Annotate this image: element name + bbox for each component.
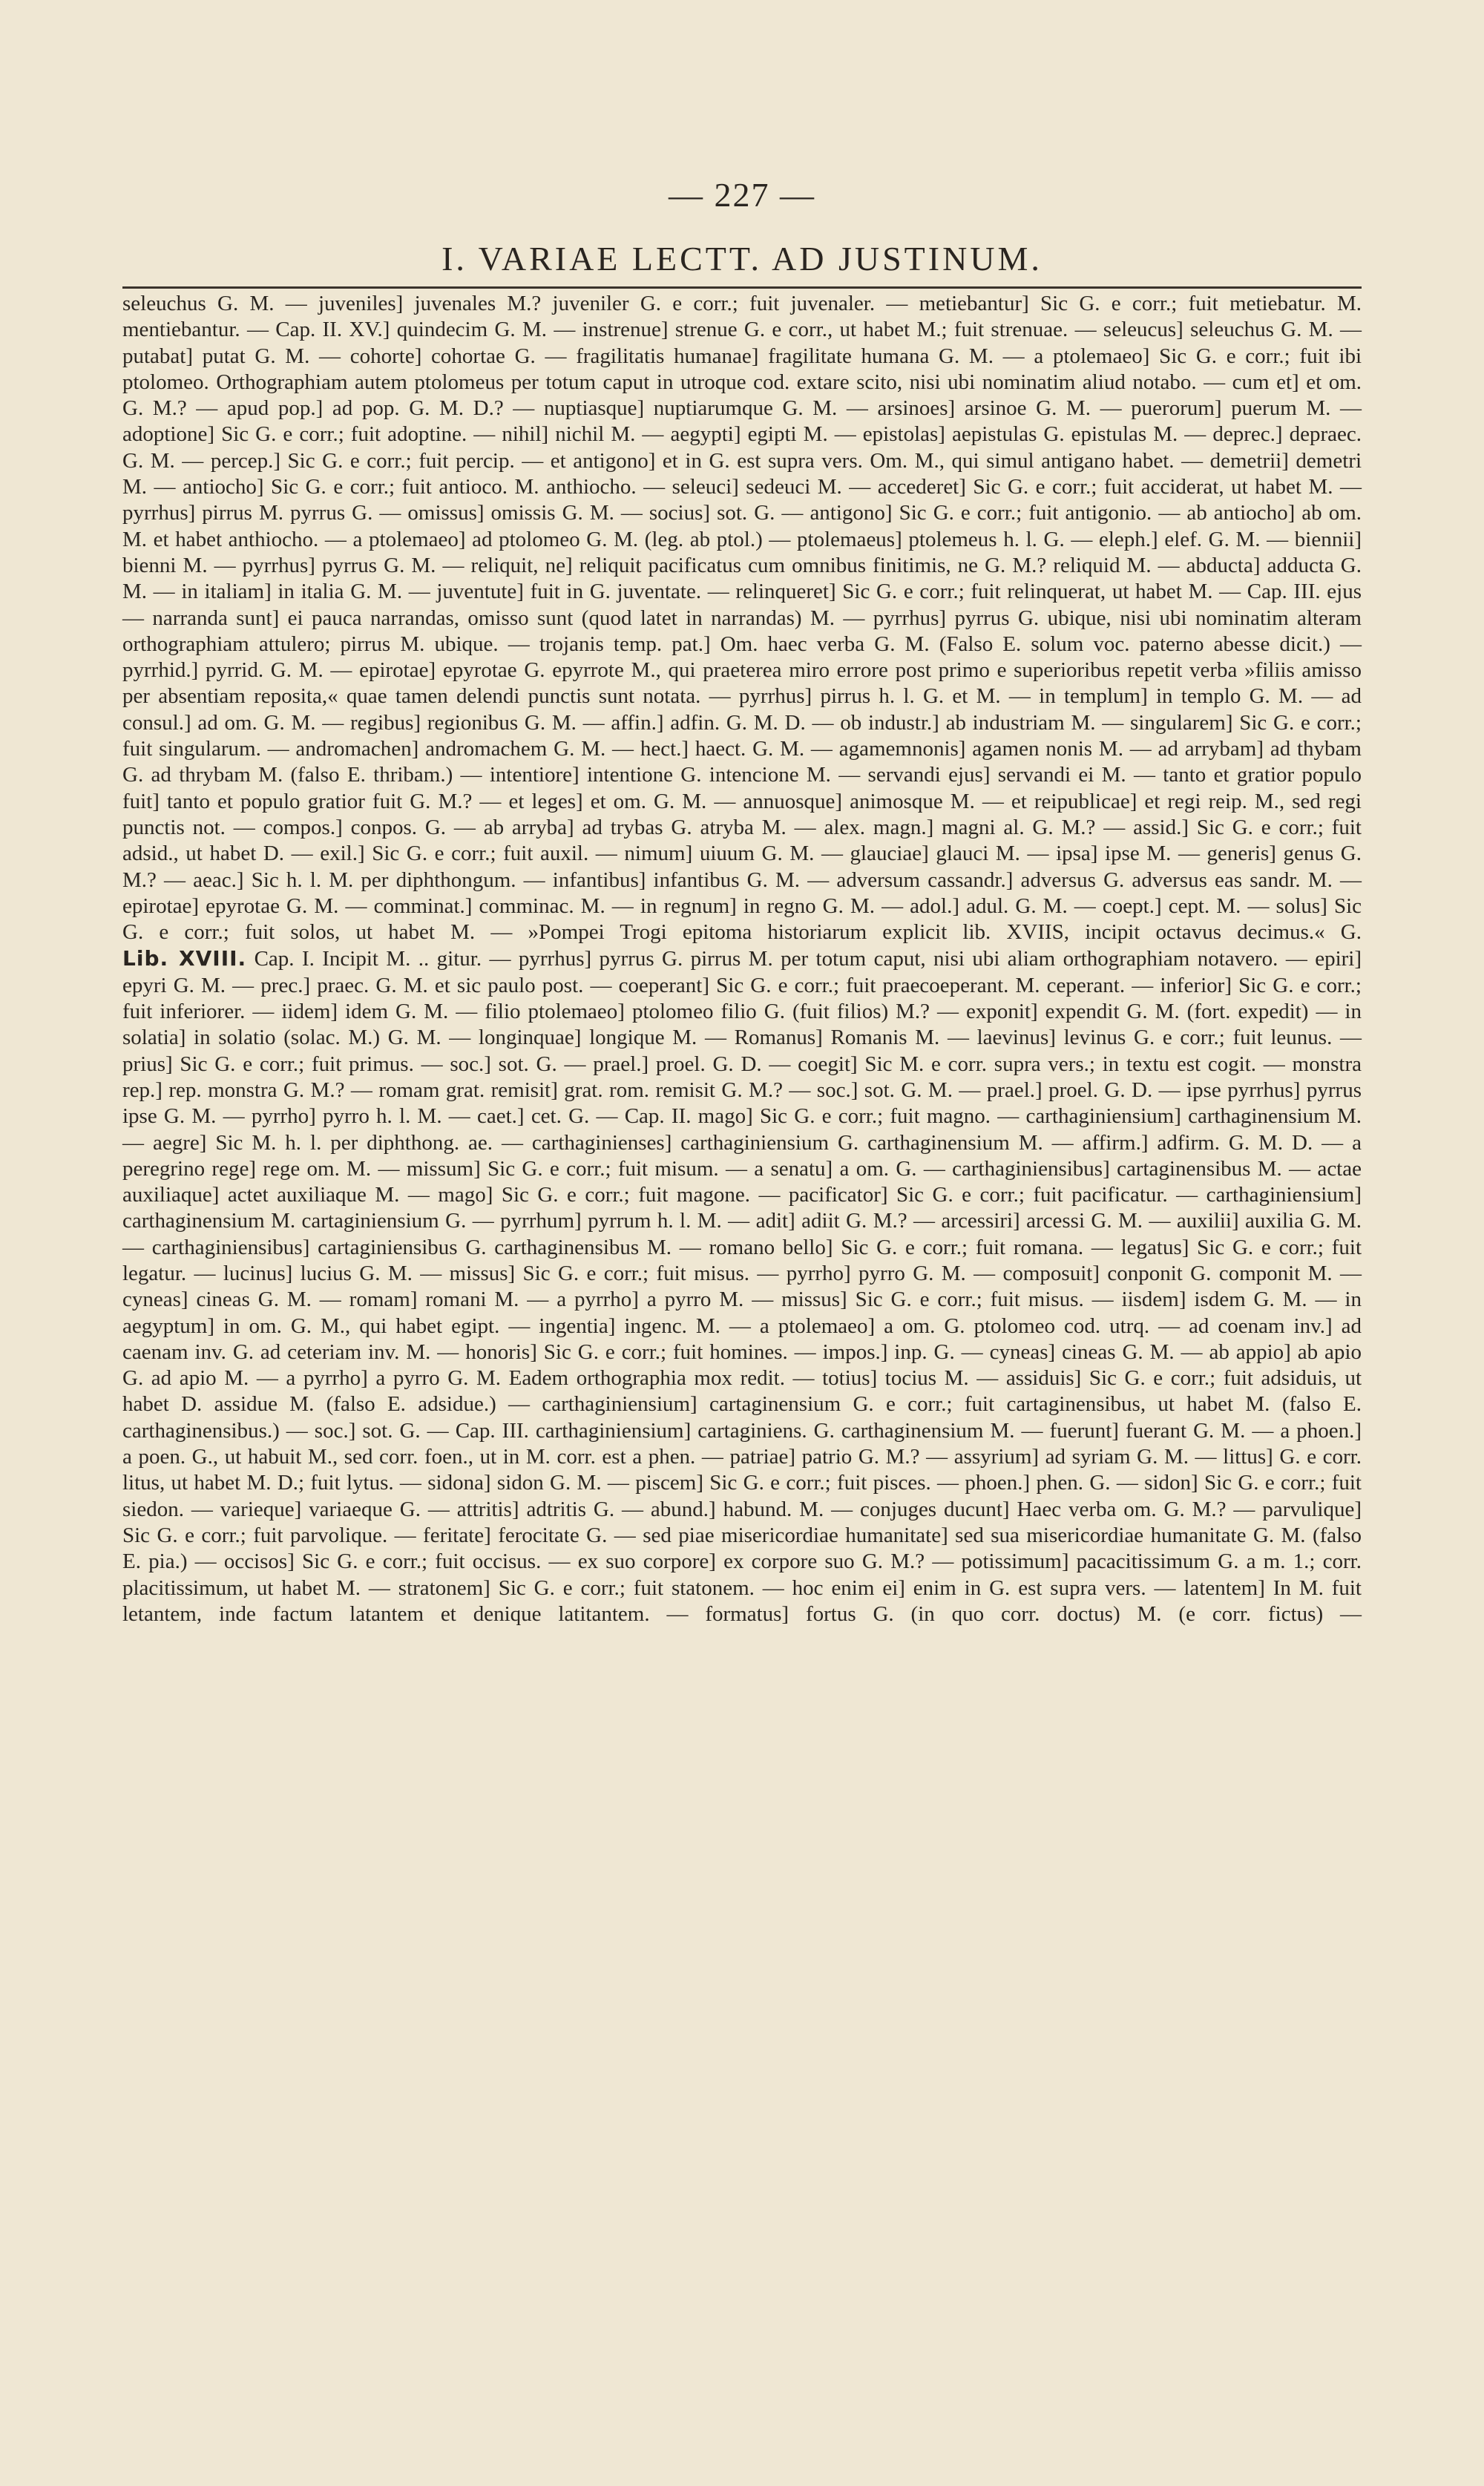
text-block bbox=[122, 291, 1362, 1627]
header-rule bbox=[122, 286, 1362, 289]
lib-heading: Lib. XVIII. bbox=[122, 946, 247, 971]
section-title: I. VARIAE LECTT. AD JUSTINUM. bbox=[441, 240, 1043, 278]
apparatus-text-lib-xviii: Cap. I. Incipit M. .. gitur. — pyrrhus] pyrrus G. pirrus M. per totum caput, nisi ubi aliam orthographiam notavero. — epiri] epyri G. M. — prec.] praec. G. M. et sic paulo post. — coeperant] Sic G. e corr.; fuit praecoeperant. M. ceperant. — inferior] Sic G. e corr.; fuit inferiorer. — iidem] idem G. M. — filio ptolemaeo] ptolomeo filio G. (fuit filios) M.? — exponit] expendit G. M. (fort. expedit) — in solatia] in solatio (solac. M.) G. M. — longinquae] longique M. — Romanus] Romanis M. — laevinus] levinus G. e corr.; fuit leunus. — prius] Sic G. e corr.; fuit primus. — soc.] sot. G. — prael.] proel. G. D. — coegit] Sic M. e corr. supra vers.; in textu est cogit. — monstra rep.] rep. monstra G. M.? — romam grat. remisit] grat. rom. remisit G. M.? — soc.] sot. G. M. — prael.] proel. G. D. — ipse pyrrhus] pyrrus ipse G. M. — pyrrho] pyrro h. l. M. — caet.] cet. G. — Cap. II. mago] Sic G. e corr.; fuit magno. — carthaginiensium] carthaginensium M. — aegre] Sic M. h. l. per diphthong. ae. — carthaginienses] carthaginiensium G. carthaginensium M. — affirm.] adfirm. G. M. D. — a peregrino rege] rege om. M. — missum] Sic G. e corr.; fuit misum. — a senatu] a om. G. — carthaginiensibus] cartaginensibus M. — actae auxiliaque] actet auxiliaque M. — mago] Sic G. e corr.; fuit magone. — pacificator] Sic G. e corr.; fuit pacificatur. — carthaginiensium] carthaginensium M. cartaginiensium G. — pyrrhum] pyrrum h. l. M. — adit] adiit G. M.? — arcessiri] arcessi G. M. — auxilii] auxilia G. M. — carthaginiensibus] cartaginiensibus G. carthaginensibus M. — romano bello] Sic G. e corr.; fuit romana. — legatus] Sic G. e corr.; fuit legatur. — lucinus] lucius G. M. — missus] Sic G. e corr.; fuit misus. — pyrrho] pyrro G. M. — composuit] conponit G. componit M. — cyneas] cineas G. M. — romam] romani M. — a pyrrho] a pyrro M. — missus] Sic G. e corr.; fuit misus. — iisdem] isdem G. M. — in aegyptum] in om. G. M., qui habet egipt. — ingentia] ingenc. M. — a ptolemaeo] a om. G. ptolomeo cod. utrq. — ad coenam inv.] ad caenam inv. G. ad ceteriam inv. M. — honoris] Sic G. e corr.; fuit homines. — impos.] inp. G. — cyneas] cineas G. M. — ab appio] ab apio G. ad apio M. — a pyrrho] a pyrro G. M. Eadem orthographia mox redit. — totius] tocius M. — assiduis] Sic G. e corr.; fuit adsiduis, ut habet D. assidue M. (falso E. adsidue.) — carthaginiensium] cartaginensium G. e corr.; fuit cartaginensibus, ut habet M. (falso E. carthaginensibus.) — soc.] sot. G. — Cap. III. carthaginiensium] cartaginiens. G. carthaginensium M. — fuerunt] fuerant G. M. — a phoen.] a poen. G., ut habuit M., sed corr. foen., ut in M. corr. est a phen. — patriae] patrio G. M.? — assyrium] ad syriam G. M. — littus] G. e corr. litus, ut habet M. D.; fuit lytus. — sidona] sidon G. M. — piscem] Sic G. e corr.; fuit pisces. — phoen.] phen. G. — sidon] Sic G. e corr.; fuit siedon. — varieque] variaeque G. — attritis] adtritis G. — abund.] habund. M. — conjuges ducunt] Haec verba om. G. M.? — parvulique] Sic G. e corr.; fuit parvolique. — feritate] ferocitate G. — sed piae misericordiae humanitate] sed sua misericordiae humanitate G. M. (falso E. pia.) — occisos] Sic G. e corr.; fuit occisus. — ex suo corpore] ex corpore suo G. M.? — potissimum] pacacitissimum G. a m. 1.; corr. placitissimum, ut habet M. — stratonem] Sic G. e corr.; fuit statonem. — hoc enim ei] enim in G. est supra vers. — latentem] In M. fuit letantem, inde factum latantem et denique latitantem. — formatus] fortus G. (in quo corr. doctus) M. (e corr. fictus) — bbox=[122, 947, 1362, 1626]
apparatus-paragraph-lib-xviii bbox=[122, 945, 1362, 1627]
page-number: — 227 — bbox=[669, 176, 815, 214]
apparatus-paragraph-lib-xvii: seleuchus G. M. — juveniles] juvenales M.? juveniler G. e corr.; fuit juvenaler. — metiebantur] Sic G. e corr.; fuit metiebatur. M. mentiebantur. — Cap. II. XV.] quindecim G. M. — instrenue] strenue G. e corr., ut habet M.; fuit strenuae. — seleucus] seleuchus G. M. — putabat] putat G. M. — cohorte] cohortae G. — fragilitatis humanae] fragilitate humana G. M. — a ptolemaeo] Sic G. e corr.; fuit ibi ptolomeo. Orthographiam autem ptolomeus per totum caput in utroque cod. extare scito, nisi ubi nominatim aliud notabo. — cum et] et om. G. M.? — apud pop.] ad pop. G. M. D.? — nuptiasque] nuptiarumque G. M. — arsinoes] arsinoe G. M. — puerorum] puerum M. — adoptione] Sic G. e corr.; fuit adoptine. — nihil] nichil M. — aegypti] egipti M. — epistolas] aepistulas G. epistulas M. — deprec.] depraec. G. M. — percep.] Sic G. e corr.; fuit percip. — et antigono] et in G. est supra vers. Om. M., qui simul antigano habet. — demetrii] demetri M. — antiocho] Sic G. e corr.; fuit antioco. M. anthiocho. — seleuci] sedeuci M. — accederet] Sic G. e corr.; fuit acciderat, ut habet M. — pyrrhus] pirrus M. pyrrus G. — omissus] omissis G. M. — socius] sot. G. — antigono] Sic G. e corr.; fuit antigonio. — ab antiocho] ab om. M. et habet anthiocho. — a ptolemaeo] ad ptolomeo G. M. (leg. ab ptol.) — ptolemaeus] ptolemeus h. l. G. — eleph.] elef. G. M. — biennii] bienni M. — pyrrhus] pyrrus G. M. — reliquit, ne] reliquit pacificatus cum omnibus finitimis, ne G. M.? reliquid M. — abducta] adducta G. M. — in italiam] in italia G. M. — juventute] fuit in G. juventate. — relinqueret] Sic G. e corr.; fuit relinquerat, ut habet M. — Cap. III. ejus — narranda sunt] ei pauca narrandas, omisso sunt (quod latet in narrandas) M. — pyrrhus] pyrrus G. ubique, nisi ubi nominatim alteram orthographiam attulero; pirrus M. ubique. — trojanis temp. pat.] Om. haec verba G. M. (Falso E. solum voc. paterno abesse dicit.) — pyrrhid.] pyrrid. G. M. — epirotae] epyrotae G. epyrrote M., qui praeterea miro errore post primo e superioribus repetit verba »filiis amisso per absentiam reposita,« quae tamen delendi punctis sunt notata. — pyrrhus] pirrus h. l. G. et M. — in templum] in templo G. M. — ad consul.] ad om. G. M. — regibus] regionibus G. M. — affin.] adfin. G. M. D. — ob industr.] ab industriam M. — singularem] Sic G. e corr.; fuit singularum. — andromachen] andromachem G. M. — hect.] haect. G. M. — agamemnonis] agamen nonis M. — ad arrybam] ad thybam G. ad thrybam M. (falso E. thribam.) — intentiore] intentione G. intencione M. — servandi ejus] servandi ei M. — tanto et gratior populo fuit] tanto et populo gratior fuit G. M.? — et leges] et om. G. M. — annuosque] animosque M. — et reipublicae] et regi reip. M., sed regi punctis not. — compos.] conpos. G. — ab arryba] ad trybas G. atryba M. — alex. magn.] magni al. G. M.? — assid.] Sic G. e corr.; fuit adsid., ut habet D. — exil.] Sic G. e corr.; fuit auxil. — nimum] uiuum G. M. — glauciae] glauci M. — ipsa] ipse M. — generis] genus G. M.? — aeac.] Sic h. l. M. per diphthongum. — infantibus] infantibus G. M. — adversum cassandr.] adversus G. adversus eas sandr. M. — epirotae] epyrotae G. M. — comminat.] comminac. M. — in regnum] in regno G. M. — adol.] adul. G. M. — coept.] cept. M. — solus] Sic G. e corr.; fuit solos, ut habet M. — »Pompei Trogi epitoma historiarum explicit lib. XVIIS, incipit octavus decimus.« G. bbox=[122, 292, 1362, 945]
